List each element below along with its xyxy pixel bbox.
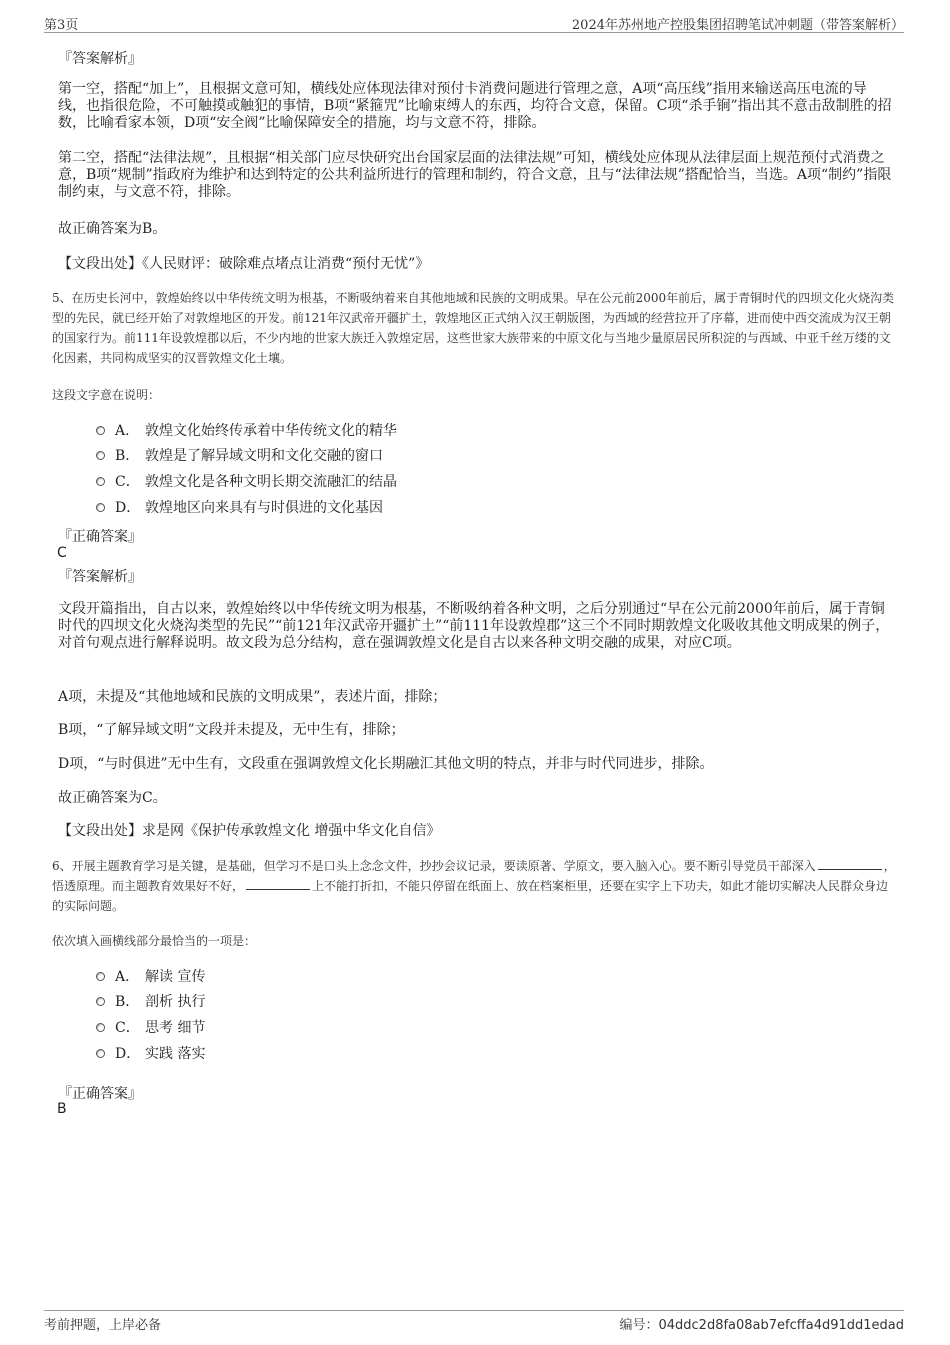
- q6-correct-heading: 『正确答案』: [58, 1086, 142, 1102]
- q5-option-b[interactable]: [96, 445, 383, 465]
- q5-correct-answer: C: [57, 545, 67, 561]
- q6-text-part3: 上不能打折扣，不能只停留在纸面上、放在档案柜里，还要在实字上下功夫，如此才能切实解决人民群众身边的实际问题。: [52, 879, 889, 913]
- footer-divider: [44, 1310, 904, 1311]
- option-letter: C．: [115, 1020, 140, 1036]
- q6-text-part2: ，悟透原理。而主题教育效果好不好，: [52, 859, 896, 893]
- option-letter: B．: [115, 448, 140, 464]
- document-title: 2024年苏州地产控股集团招聘笔试冲刺题（带答案解析）: [571, 18, 904, 33]
- option-text: 敦煌地区向来具有与时俱进的文化基因: [145, 500, 383, 516]
- q6-question-text: [52, 856, 898, 916]
- radio-button[interactable]: [96, 1049, 105, 1058]
- code-label: 编号：: [619, 1318, 659, 1333]
- option-text: 敦煌文化是各种文明长期交流融汇的结晶: [145, 474, 397, 490]
- radio-button[interactable]: [96, 426, 105, 435]
- q5-source: 【文段出处】求是网《保护传承敦煌文化 增强中华文化自信》: [58, 823, 441, 839]
- q5-analysis-para4: D项，“与时俱进”无中生有，文段重在强调敦煌文化长期融汇其他文明的特点，并非与时代同进步，排除。: [58, 756, 714, 772]
- radio-button[interactable]: [96, 477, 105, 486]
- option-text: 敦煌是了解异域文明和文化交融的窗口: [145, 448, 383, 464]
- q6-option-c[interactable]: [96, 1017, 205, 1037]
- radio-button[interactable]: [96, 451, 105, 460]
- option-text: 实践 落实: [145, 1046, 206, 1062]
- q6-option-b[interactable]: [96, 991, 205, 1011]
- option-letter: B．: [115, 994, 140, 1010]
- option-text: 解读 宣传: [145, 969, 206, 985]
- code-value: 04ddc2d8fa08ab7efcffa4d91dd1edad: [658, 1318, 904, 1333]
- q4-analysis-para2: 第二空，搭配“法律法规”，且根据“相关部门应尽快研究出台国家层面的法律法规”可知，横线处应体现从法律层面上规范预付式消费之意，B项“规制”指政府为维护和达到特定的公共利益所进行的管理和制约，符合文意，且与“法律法规”搭配恰当，当选。A项“制约”指限制约束，与文意不符，排除。: [58, 150, 892, 200]
- header-divider: [44, 32, 904, 33]
- q4-analysis-heading: 『答案解析』: [58, 51, 142, 67]
- option-letter: A．: [115, 969, 140, 985]
- option-letter: D．: [115, 1046, 141, 1062]
- q6-correct-answer: B: [57, 1101, 67, 1117]
- option-text: 思考 细节: [145, 1020, 206, 1036]
- q6-text-part1: 6、开展主题教育学习是关键，是基础，但学习不是口头上念念文件，抄抄会议记录，要读原著、学原文，要入脑入心。要不断引导党员干部深入: [52, 859, 816, 873]
- footer-code: [619, 1314, 904, 1333]
- q6-prompt: 依次填入画横线部分最恰当的一项是：: [52, 934, 257, 948]
- q5-correct-heading: 『正确答案』: [58, 529, 142, 545]
- radio-button[interactable]: [96, 972, 105, 981]
- footer-slogan: 考前押题，上岸必备: [44, 1318, 162, 1333]
- q5-analysis-para3: B项，“了解异域文明”文段并未提及，无中生有，排除；: [58, 722, 405, 738]
- fill-blank-2: [246, 877, 310, 890]
- fill-blank-1: [818, 857, 882, 870]
- option-letter: C．: [115, 474, 140, 490]
- option-text: 敦煌文化始终传承着中华传统文化的精华: [145, 423, 397, 439]
- option-letter: D．: [115, 500, 141, 516]
- q5-prompt: 这段文字意在说明：: [52, 388, 161, 402]
- option-text: 剖析 执行: [145, 994, 206, 1010]
- q5-analysis-para2: A项，未提及“其他地域和民族的文明成果”，表述片面，排除；: [58, 689, 447, 705]
- q5-option-c[interactable]: [96, 471, 397, 491]
- q6-option-a[interactable]: [96, 966, 205, 986]
- q5-option-d[interactable]: [96, 497, 383, 517]
- radio-button[interactable]: [96, 1023, 105, 1032]
- radio-button[interactable]: [96, 997, 105, 1006]
- option-letter: A．: [115, 423, 140, 439]
- q5-conclusion: 故正确答案为C。: [58, 790, 167, 806]
- q4-analysis-para1: 第一空，搭配“加上”，且根据文意可知，横线处应体现法律对预付卡消费问题进行管理之意，A项“高压线”指用来输送高压电流的导线，也指很危险，不可触摸或触犯的事情，B项“紧箍咒”比喻束缚人的东西，均符合文意，保留。C项“杀手锏”指出其不意击敌制胜的招数，比喻看家本领，D项“安全阀”比喻保障安全的措施，均与文意不符，排除。: [58, 81, 892, 131]
- q5-question-text: 5、在历史长河中，敦煌始终以中华传统文明为根基，不断吸纳着来自其他地域和民族的文明成果。早在公元前2000年前后，属于青铜时代的四坝文化火烧沟类型的先民，就已经开始了对敦煌地区的开发。前121年汉武帝开疆扩土，敦煌地区正式纳入汉王朝版图，为西域的经营拉开了序幕，进而使中西交流成为汉王朝的国家行为。前111年设敦煌郡以后，不少内地的世家大族迁入敦煌定居，这些世家大族带来的中原文化与当地少量原居民所积淀的与西域、中亚千丝万缕的文化因素，共同构成坚实的汉晋敦煌文化土壤。: [52, 291, 895, 365]
- q5-analysis-para1: 文段开篇指出，自古以来，敦煌始终以中华传统文明为根基，不断吸纳着各种文明，之后分别通过“早在公元前2000年前后，属于青铜时代的四坝文化火烧沟类型的先民”“前121年汉武帝开疆扩土”“前111年设敦煌郡”这三个不同时期敦煌文化吸收其他文明成果的例子，对首句观点进行解释说明。故文段为总分结构，意在强调敦煌文化是自古以来各种文明交融的成果，对应C项。: [58, 601, 890, 651]
- q5-analysis-heading: 『答案解析』: [58, 569, 142, 585]
- q4-source: 【文段出处】《人民财评：破除难点堵点让消费“预付无忧”》: [58, 256, 430, 272]
- page-number: 第3页: [44, 18, 79, 33]
- q5-option-a[interactable]: [96, 420, 397, 440]
- radio-button[interactable]: [96, 503, 105, 512]
- q6-option-d[interactable]: [96, 1043, 205, 1063]
- q4-conclusion: 故正确答案为B。: [58, 221, 167, 237]
